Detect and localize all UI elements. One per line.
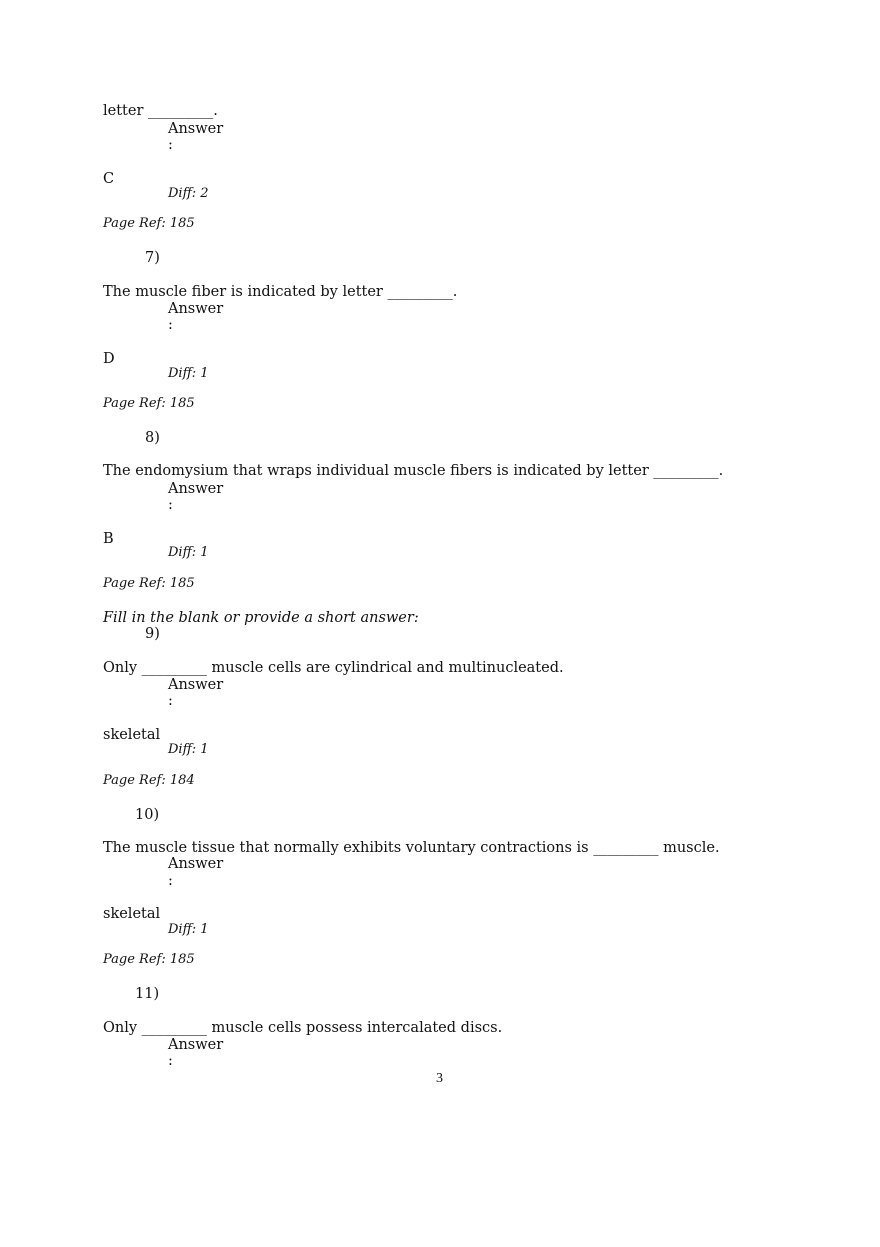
answer-value: C bbox=[103, 171, 115, 187]
difficulty: Diff: 1 bbox=[168, 922, 209, 937]
question-text: The muscle tissue that normally exhibits voluntary contractions is _________ muscle. bbox=[103, 840, 720, 856]
answer-label: Answer bbox=[168, 856, 224, 872]
answer-value: B bbox=[103, 531, 114, 547]
answer-colon: : bbox=[168, 693, 173, 709]
page-ref: Page Ref: 185 bbox=[103, 952, 195, 967]
question-text: The muscle fiber is indicated by letter _________. bbox=[103, 284, 458, 300]
answer-colon: : bbox=[168, 317, 173, 333]
difficulty: Diff: 1 bbox=[168, 366, 209, 381]
difficulty: Diff: 2 bbox=[168, 186, 209, 201]
answer-value: skeletal bbox=[103, 906, 161, 922]
answer-value: D bbox=[103, 351, 115, 367]
answer-colon: : bbox=[168, 137, 173, 153]
question-number: 8) bbox=[145, 430, 160, 446]
question-text: The endomysium that wraps individual muscle fibers is indicated by letter _________. bbox=[103, 463, 724, 479]
difficulty: Diff: 1 bbox=[168, 545, 209, 560]
page-ref: Page Ref: 185 bbox=[103, 396, 195, 411]
answer-label: Answer bbox=[168, 1037, 224, 1053]
question-number: 9) bbox=[145, 626, 160, 642]
page-ref: Page Ref: 184 bbox=[103, 773, 195, 788]
page-number: 3 bbox=[436, 1071, 443, 1086]
answer-label: Answer bbox=[168, 481, 224, 497]
answer-value: skeletal bbox=[103, 727, 161, 743]
question-number: 7) bbox=[145, 250, 160, 266]
question-text: Only _________ muscle cells possess intercalated discs. bbox=[103, 1020, 503, 1036]
answer-label: Answer bbox=[168, 301, 224, 317]
question-number: 11) bbox=[135, 986, 160, 1002]
question-text: letter _________. bbox=[103, 103, 218, 119]
answer-colon: : bbox=[168, 873, 173, 889]
answer-colon: : bbox=[168, 1053, 173, 1069]
page-ref: Page Ref: 185 bbox=[103, 576, 195, 591]
section-heading: Fill in the blank or provide a short answer: bbox=[103, 610, 419, 626]
page-ref: Page Ref: 185 bbox=[103, 216, 195, 231]
difficulty: Diff: 1 bbox=[168, 742, 209, 757]
answer-colon: : bbox=[168, 497, 173, 513]
question-text: Only _________ muscle cells are cylindrical and multinucleated. bbox=[103, 660, 564, 676]
answer-label: Answer bbox=[168, 677, 224, 693]
question-number: 10) bbox=[135, 807, 160, 823]
answer-label: Answer bbox=[168, 121, 224, 137]
